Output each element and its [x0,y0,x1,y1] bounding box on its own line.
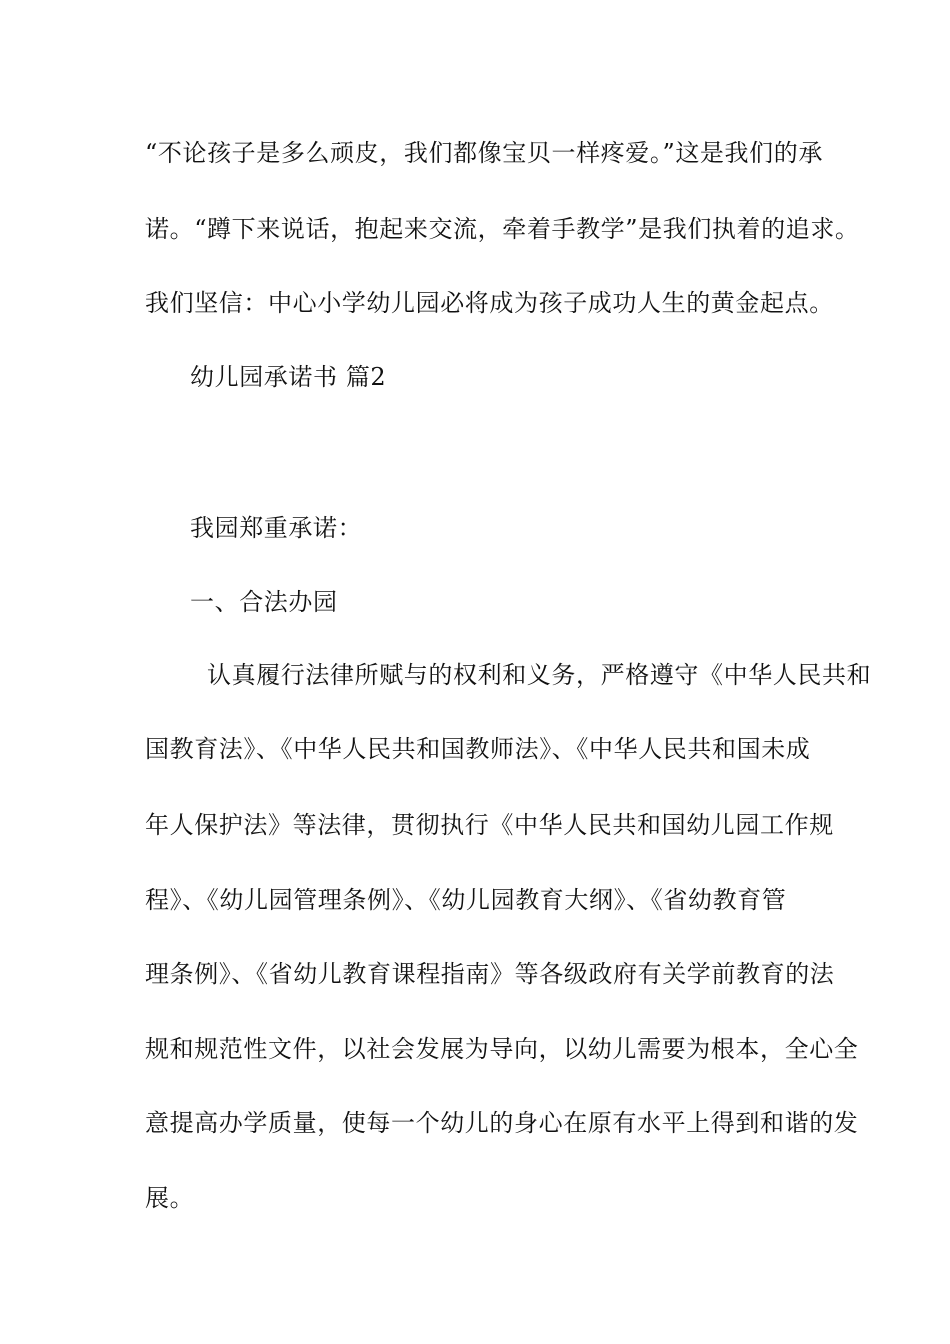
item-heading: 一、合法办园 [190,588,338,616]
paragraph-line: 程》、《幼儿园管理条例》、《幼儿园教育大纲》、《省幼教育管 [145,886,787,914]
intro-line: 我园郑重承诺： [190,514,363,542]
paragraph-line: 认真履行法律所赋与的权利和义务，严格遵守《中华人民共和 [207,661,872,689]
paragraph-line: 理条例》、《省幼儿教育课程指南》等各级政府有关学前教育的法 [145,960,835,988]
section-title: 幼儿园承诺书 篇2 [190,363,387,391]
paragraph-line: 规和规范性文件，以社会发展为导向，以幼儿需要为根本，全心全 [145,1035,859,1063]
body-line: 诺。“蹲下来说话，抱起来交流，牵着手教学”是我们执着的追求。 [145,215,860,243]
paragraph-line: 国教育法》、《中华人民共和国教师法》、《中华人民共和国未成 [145,735,811,763]
paragraph-line: 意提高办学质量，使每一个幼儿的身心在原有水平上得到和谐的发 [145,1109,859,1137]
paragraph-line: 年人保护法》等法律，贯彻执行《中华人民共和国幼儿园工作规 [145,811,834,839]
paragraph-line: 展。 [145,1184,195,1212]
body-line: “不论孩子是多么顽皮，我们都像宝贝一样疼爱。”这是我们的承 [145,139,823,167]
body-line: 我们坚信：中心小学幼儿园必将成为孩子成功人生的黄金起点。 [145,289,834,317]
